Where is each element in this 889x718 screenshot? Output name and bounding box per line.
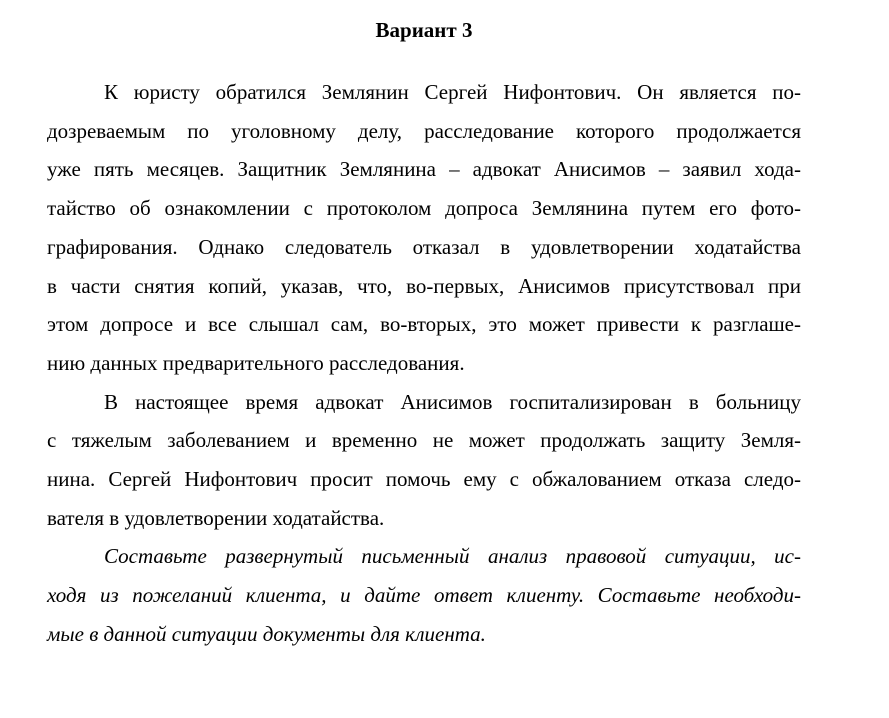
paragraph-line: в части снятия копий, указав, что, во-первых, Анисимов присутствовал при (47, 273, 801, 298)
paragraph-line: вателя в удовлетворении ходатайства. (47, 505, 385, 530)
paragraph-line: В настоящее время адвокат Анисимов госпитализирован в больницу (104, 389, 801, 414)
paragraph-1 (47, 73, 801, 383)
paragraph-line: К юристу обратился Землянин Сергей Нифонтович. Он является по- (104, 80, 801, 104)
paragraph-line: нию данных предварительного расследования. (47, 350, 465, 375)
paragraph-line: дозреваемым по уголовному делу, расследование которого продолжается (47, 118, 801, 143)
paragraph-line: нина. Сергей Нифонтович просит помочь ему с обжалованием отказа следо- (47, 467, 801, 492)
task-line: Составьте развернутый письменный анализ правовой ситуации, ис- (104, 544, 801, 569)
paragraph-2 (47, 383, 801, 538)
task-line: мые в данной ситуации документы для клиента. (47, 621, 486, 646)
paragraph-line: уже пять месяцев. Защитник Землянина – адвокат Анисимов – заявил хода- (47, 157, 801, 182)
paragraph-line: с тяжелым заболеванием и временно не может продолжать защиту Земля- (47, 428, 801, 453)
paragraph-line: этом допросе и все слышал сам, во-вторых, это может привести к разглаше- (47, 312, 801, 337)
paragraph-line: графирования. Однако следователь отказал в удовлетворении ходатайства (47, 234, 801, 259)
paragraph-line: тайство об ознакомлении с протоколом допроса Землянина путем его фото- (47, 196, 801, 221)
task-paragraph (47, 537, 801, 653)
document-body (47, 73, 801, 654)
document-title: Вариант 3 (375, 18, 473, 42)
task-line: ходя из пожеланий клиента, и дайте ответ клиенту. Составьте необходи- (47, 583, 801, 608)
